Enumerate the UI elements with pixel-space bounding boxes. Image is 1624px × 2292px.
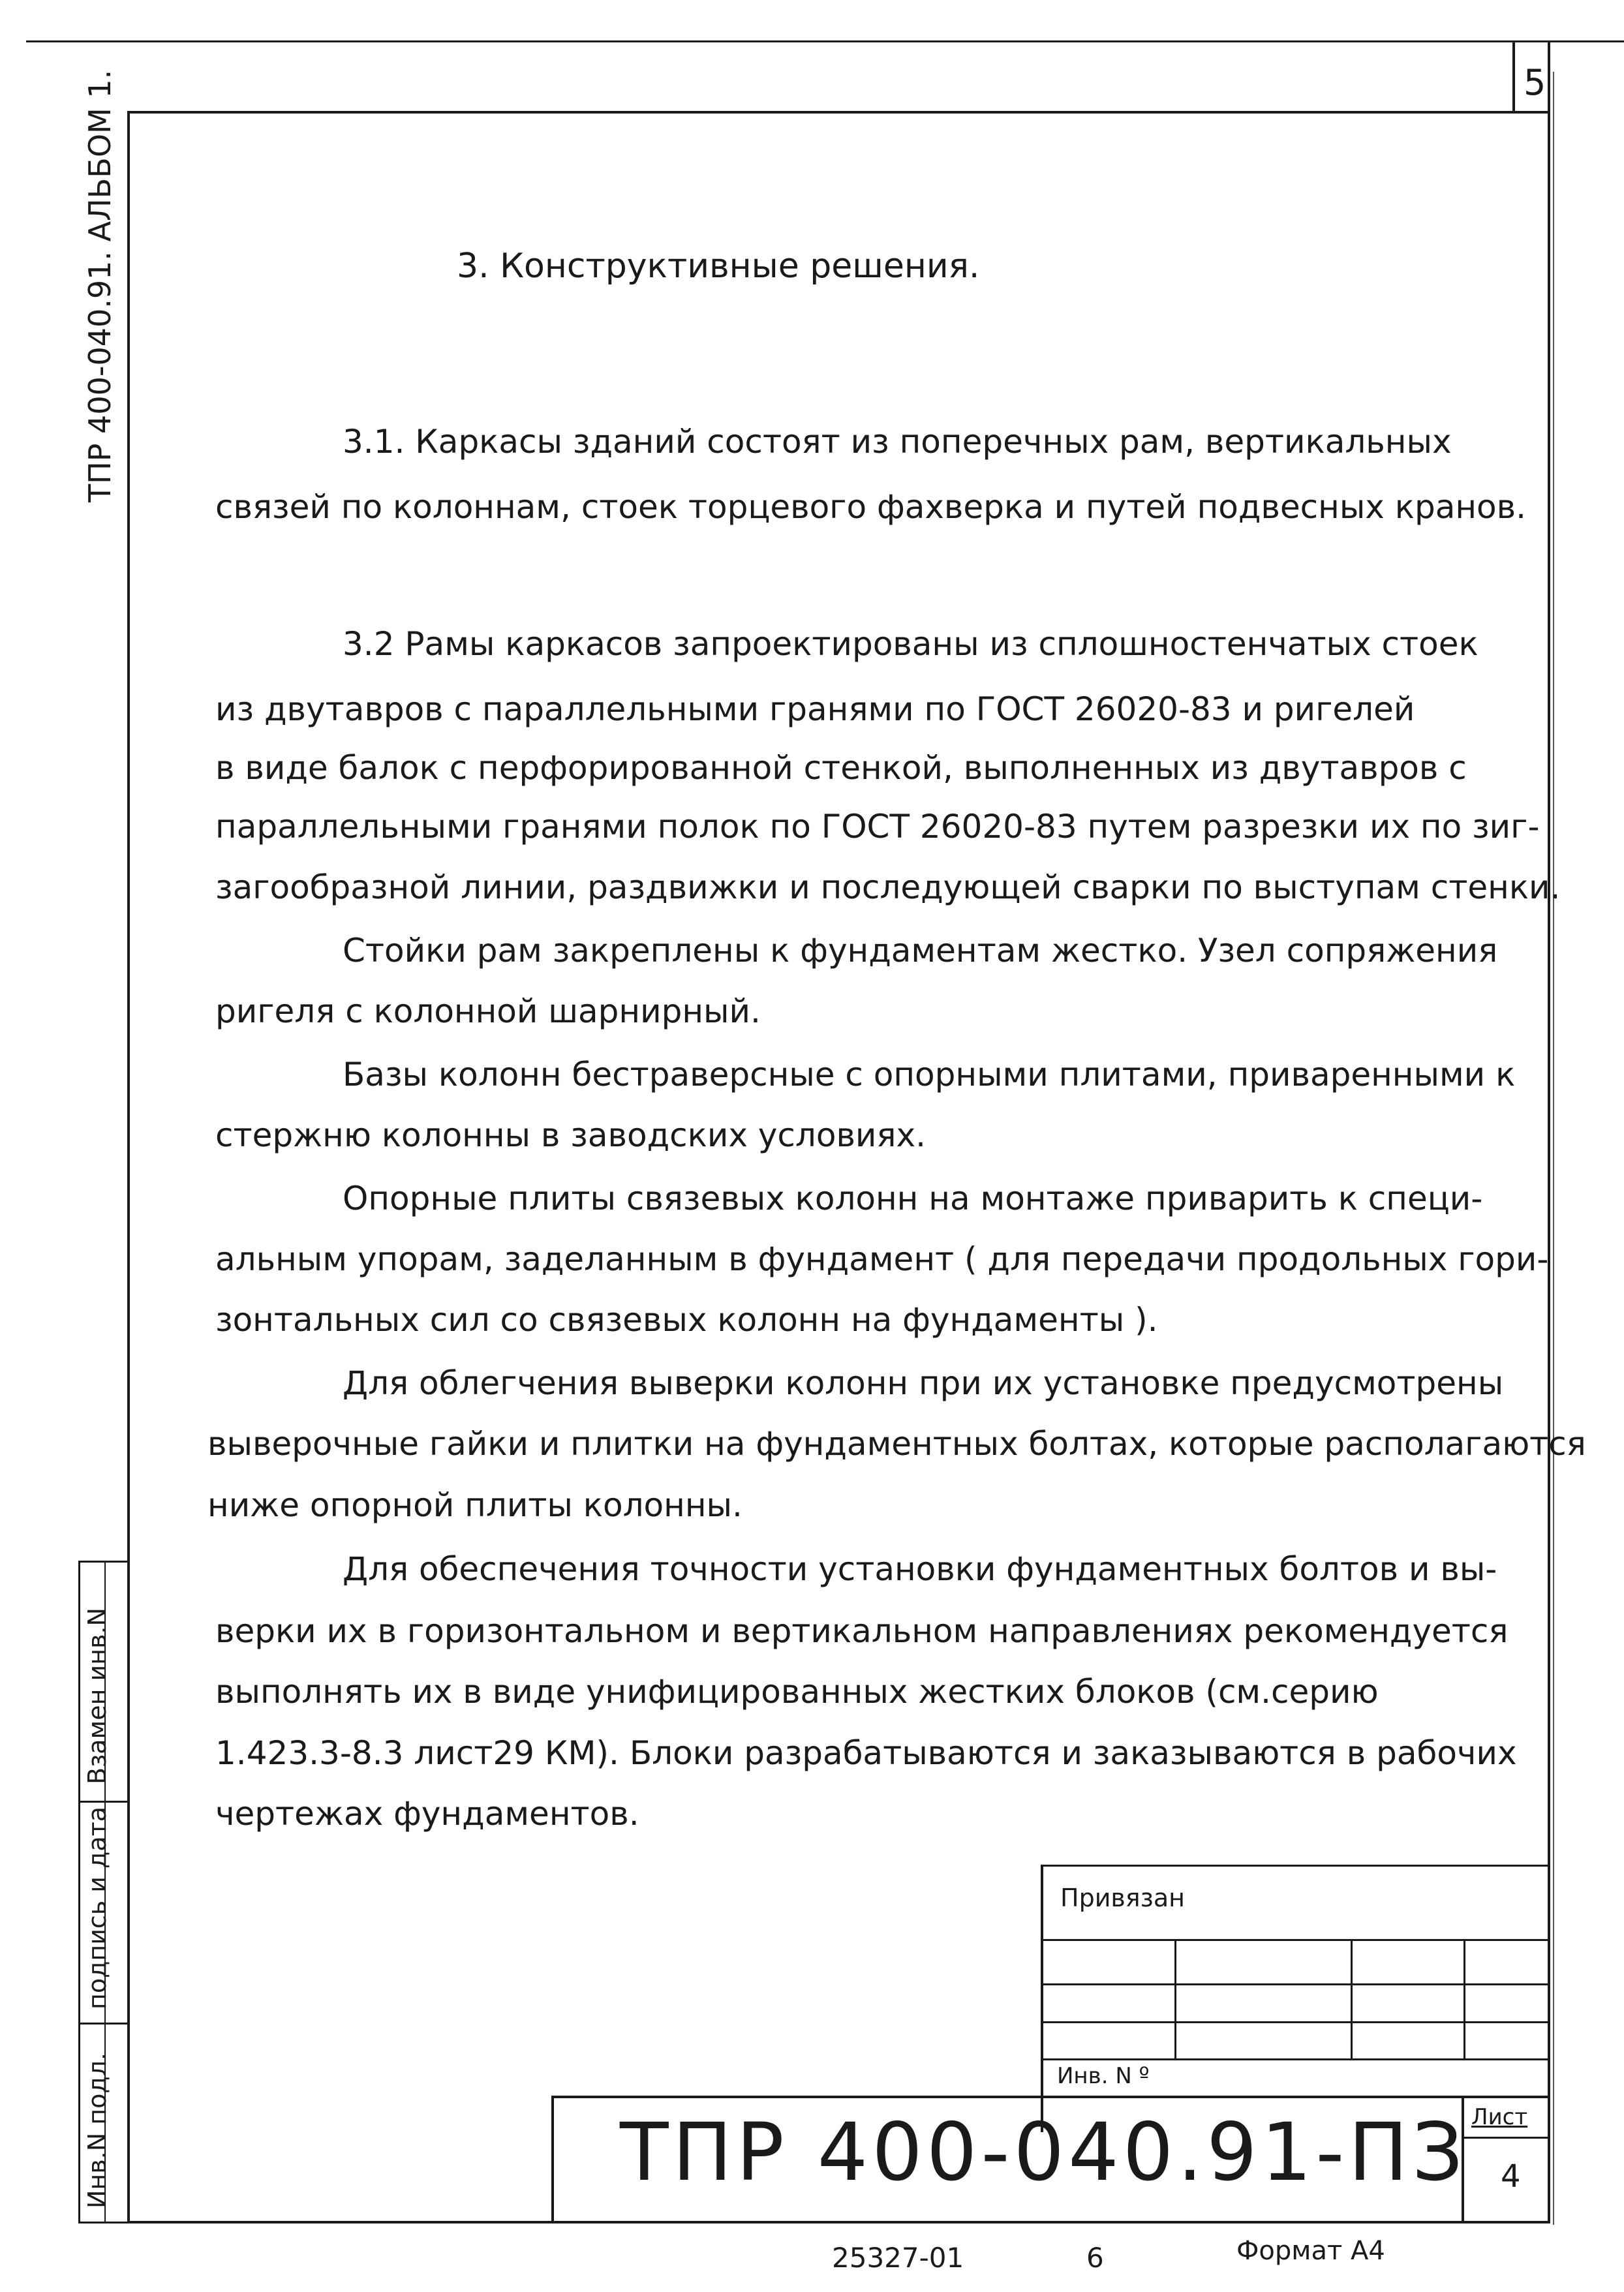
body-line: ригеля с колонной шарнирный. <box>215 992 761 1030</box>
body-line: 3.2 Рамы каркасов запроектированы из сплошностенчатых стоек <box>343 625 1478 663</box>
copy-number: 6 <box>1086 2242 1104 2274</box>
body-line: выполнять их в виде унифицированных жестких блоков (см.серию <box>215 1673 1379 1711</box>
inv-podl-label: Инв.N подл. <box>83 2053 112 2208</box>
section-heading: 3. Конструктивные решения. <box>457 247 980 286</box>
order-number: 25327-01 <box>832 2242 964 2274</box>
body-line: загообразной линии, раздвижки и последующей сварки по выступам стенки. <box>215 868 1561 906</box>
side-title: ТПР 400-040.91. АЛЬБОМ 1. <box>82 69 117 502</box>
body-line: 1.423.3-8.3 лист29 КМ). Блоки разрабатываются и заказываются в рабочих <box>215 1734 1517 1772</box>
body-line: параллельными гранями полок по ГОСТ 26020-83 путем разрезки их по зиг- <box>215 808 1540 846</box>
body-line: из двутавров с параллельными гранями по ГОСТ 26020-83 и ригелей <box>215 690 1415 728</box>
body-line: чертежах фундаментов. <box>215 1795 639 1833</box>
sheet-number: 4 <box>1501 2158 1521 2195</box>
document-designation: ТПР 400-040.91-ПЗ <box>620 2106 1467 2199</box>
privyazan-label: Привязан <box>1060 1884 1185 1912</box>
vzamen-inv-label: Взамен инв.N <box>83 1608 112 1784</box>
format-label: Формат А4 <box>1236 2236 1385 2266</box>
inv-no-label: Инв. N º <box>1057 2063 1150 2089</box>
body-line: Базы колонн бестраверсные с опорными плитами, приваренными к <box>343 1056 1516 1093</box>
body-line: Для облегчения выверки колонн при их установке предусмотрены <box>343 1364 1504 1402</box>
body-line: 3.1. Каркасы зданий состоят из поперечных рам, вертикальных <box>343 423 1452 461</box>
body-line: альным упорам, заделанным в фундамент ( для передачи продольных гори- <box>215 1240 1549 1278</box>
body-line: стержню колонны в заводских условиях. <box>215 1116 926 1154</box>
page-number: 5 <box>1524 62 1546 103</box>
body-line: ниже опорной плиты колонны. <box>207 1486 743 1524</box>
body-line: в виде балок с перфорированной стенкой, выполненных из двутавров с <box>215 749 1467 787</box>
body-line: Опорные плиты связевых колонн на монтаже приварить к специ- <box>343 1180 1483 1217</box>
body-line: верки их в горизонтальном и вертикальном направлениях рекомендуется <box>215 1612 1509 1650</box>
body-line: Стойки рам закреплены к фундаментам жестко. Узел сопряжения <box>343 932 1498 970</box>
body-line: выверочные гайки и плитки на фундаментных болтах, которые располагаются <box>207 1425 1586 1463</box>
body-line: зонтальных сил со связевых колонн на фундаменты ). <box>215 1301 1158 1339</box>
sheet-label: Лист <box>1471 2104 1528 2130</box>
body-line: связей по колоннам, стоек торцевого фахверка и путей подвесных кранов. <box>215 488 1527 526</box>
body-line: Для обеспечения точности установки фундаментных болтов и вы- <box>343 1550 1497 1588</box>
podpis-data-label: подпись и дата <box>83 1806 112 2009</box>
